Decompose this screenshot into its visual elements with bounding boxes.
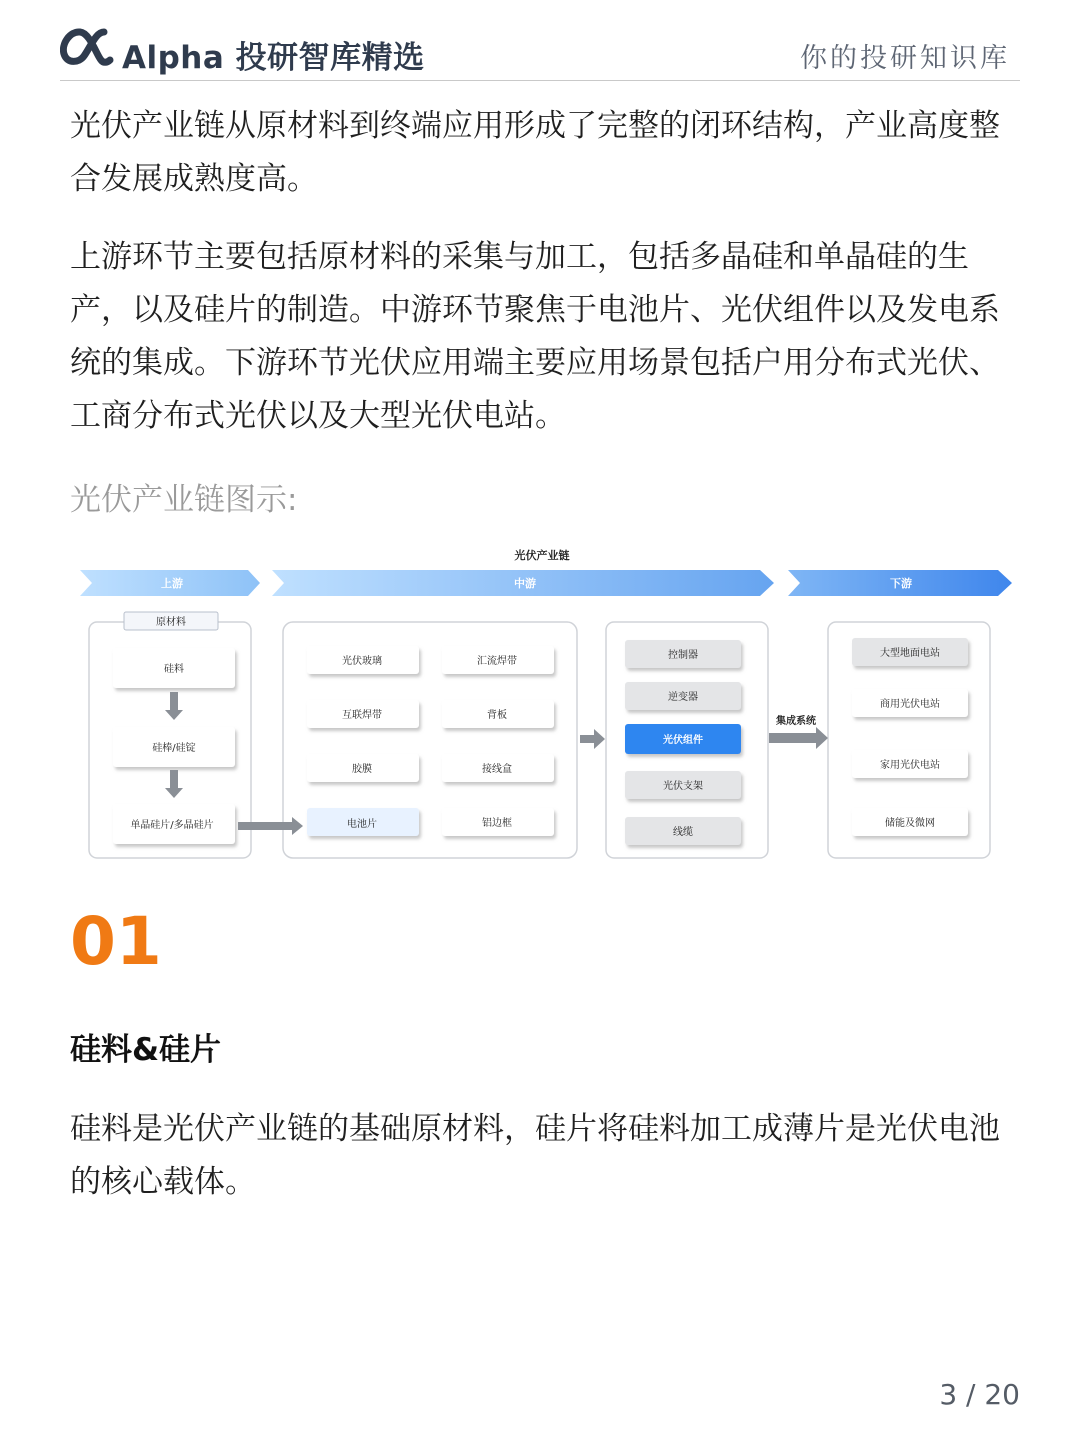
- stage-label-downstream: 下游: [890, 577, 912, 590]
- system-label-pv-module: 光伏组件: [663, 735, 703, 746]
- arrow-integration: [769, 727, 828, 749]
- upstream-label-wafer: 单晶硅片/多晶硅片: [130, 820, 214, 831]
- header-tagline: 你的投研知识库: [800, 43, 1010, 74]
- diagram-title: 光伏产业链: [514, 549, 570, 562]
- material-label-film: 胶膜: [352, 764, 372, 775]
- material-label-aluminum-frame: 铝边框: [482, 818, 512, 829]
- page-header: [60, 22, 1020, 81]
- chain-description-paragraph: 上游环节主要包括原材料的采集与加工，包括多晶硅和单晶硅的生产，以及硅片的制造。中游环节聚焦于电池片、光伏组件以及发电系统的集成。下游环节光伏应用端主要应用场景包括户用分布式光伏、工商分布式光伏以及大型光伏电站。: [70, 239, 1000, 434]
- integration-label: 集成系统: [776, 716, 816, 727]
- upstream-label-polysilicon: 硅料: [164, 664, 184, 675]
- stage-label-upstream: 上游: [161, 577, 183, 590]
- system-label-mounting: 光伏支架: [663, 781, 703, 792]
- pv-industry-chain-diagram: [70, 538, 1014, 868]
- section-title: 硅料&硅片: [70, 1032, 222, 1068]
- downstream-label-residential: 家用光伏电站: [880, 760, 940, 771]
- alpha-logo-icon: [60, 26, 116, 66]
- page-number: 3 / 20: [939, 1378, 1020, 1411]
- intro-paragraph: 光伏产业链从原材料到终端应用形成了完整的闭环结构，产业高度整合发展成熟度高。: [70, 108, 1000, 197]
- system-label-controller: 控制器: [668, 650, 698, 661]
- downstream-label-ground-station: 大型地面电站: [880, 648, 940, 659]
- section-body-paragraph: 硅料是光伏产业链的基础原材料，硅片将硅料加工成薄片是光伏电池的核心载体。: [70, 1111, 1000, 1200]
- material-label-cell: 电池片: [347, 819, 377, 830]
- downstream-label-storage: 储能及微网: [885, 818, 935, 829]
- raw-material-label: 原材料: [156, 617, 186, 628]
- material-label-junction-box: 接线盒: [482, 764, 512, 775]
- material-label-interconnect-ribbon: 互联焊带: [342, 710, 382, 721]
- material-label-bus-ribbon: 汇流焊带: [477, 656, 517, 667]
- stage-label-midstream: 中游: [514, 577, 536, 590]
- system-label-cable: 线缆: [673, 827, 693, 838]
- section-number: 01: [70, 903, 162, 980]
- brand-title: Alpha 投研智库精选: [122, 40, 425, 76]
- material-label-pv-glass: 光伏玻璃: [342, 656, 382, 667]
- downstream-label-commercial: 商用光伏电站: [880, 699, 940, 710]
- system-label-inverter: 逆变器: [668, 692, 698, 703]
- diagram-caption: 光伏产业链图示:: [70, 482, 298, 518]
- material-label-backsheet: 背板: [487, 710, 507, 721]
- arrow-materials-to-system: [580, 729, 605, 749]
- upstream-label-ingot: 硅棒/硅锭: [152, 743, 196, 754]
